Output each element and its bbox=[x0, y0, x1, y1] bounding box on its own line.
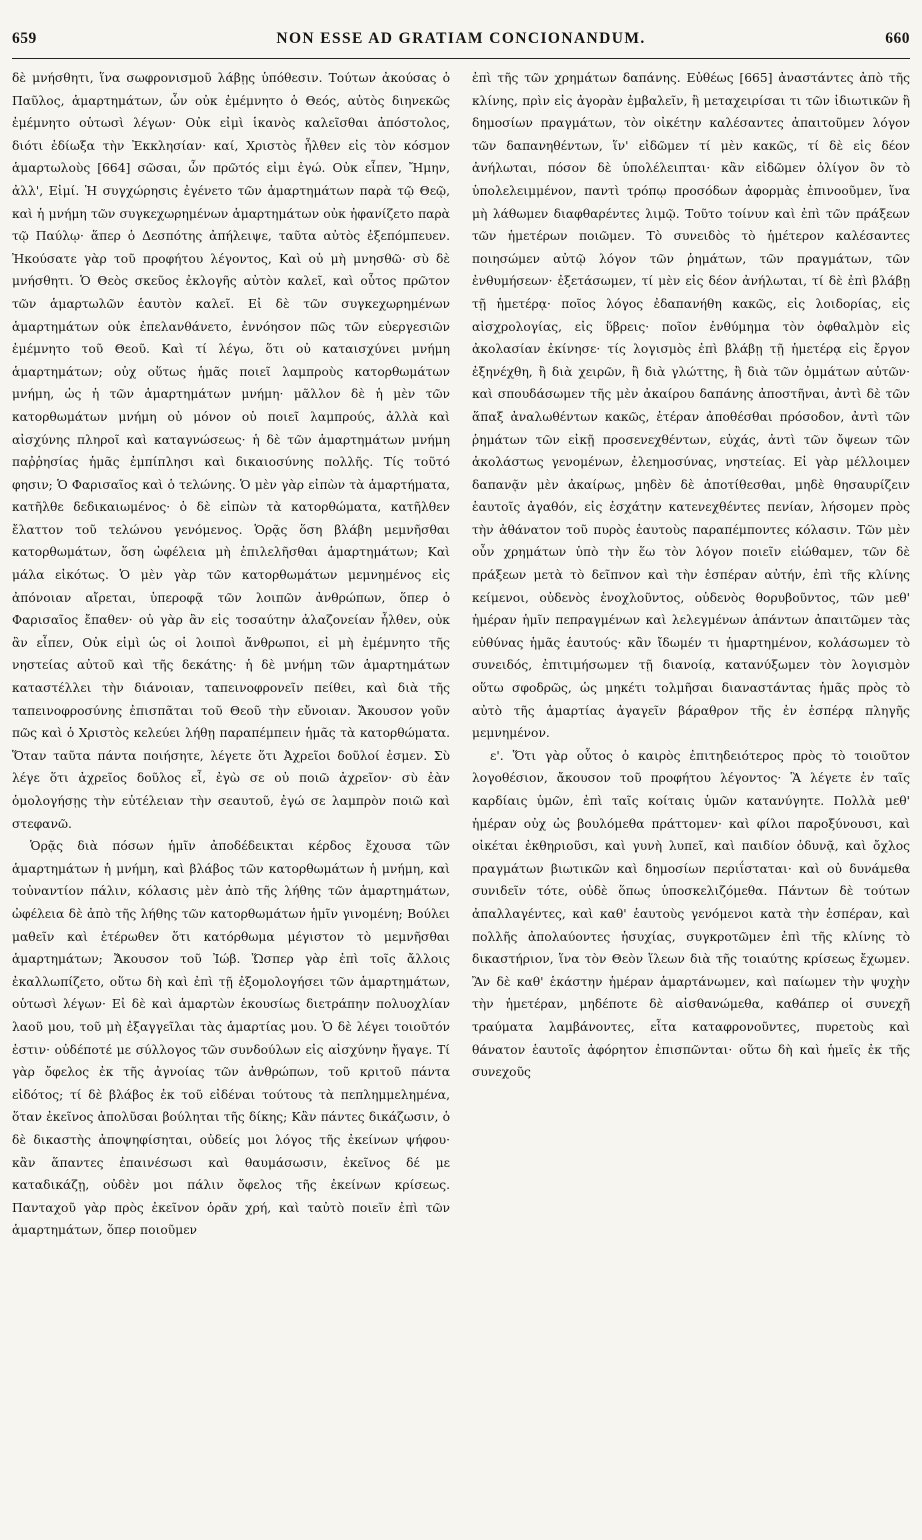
right-paragraph-1: ἐπὶ τῆς τῶν χρημάτων δαπάνης. Εὐθέως [665] ἀναστάντες ἀπὸ τῆς κλίνης, πρὶν εἰς ἀγορὰν ἐμβαλεῖν, ἢ μεταχειρίσαι τι τῶν ἰδιωτικῶν ἢ δημοσίων πραγμάτων, τὸν οἰκέτην καλέσαντες ἀπαιτοῦμεν λόγον τῶν δαπανηθέντων, ἵν' εἰδῶμεν τί μὲν κακῶς, τί δὲ εἰς δέον ἀνήλωται, πόσον δὲ ὑπολέλειπται· κἂν εἰδῶμεν ὀλίγον ὂν τὸ ὑπολελειμμένον, παντὶ τρόπῳ προσόδων ἀφορμὰς ἐπινοοῦμεν, ἵνα μὴ λάθωμεν διαφθαρέντες λιμῷ. Τοῦτο τοίνυν καὶ ἐπὶ τῶν πράξεων τῶν ἡμετέρων ποιῶμεν. Τὸ συνειδὸς τὸ ἡμέτερον καλέσαντες ποιησώμεν αὐτῷ λόγον τῶν ῥημάτων, τῶν πραγμάτων, τῶν ἐνθυμήσεων· ἐξετάσωμεν, τί μὲν εἰς δέον ἀνήλωται, τί δὲ ἐπὶ βλάβῃ τῇ ἡμετέρᾳ· ποῖος λόγος ἐδαπανήθη κακῶς, εἰς λοιδορίας, εἰς αἰσχρολογίας, εἰς ὕβρεις· ποῖον ἐνθύμημα τὸν ὀφθαλμὸν εἰς ἀκολασίαν ἐκίνησε· τίς λογισμὸς ἐπὶ βλάβῃ τῇ ἡμετέρᾳ εἰς ἔργον ἐξηνέχθη, ἢ διὰ χειρῶν, ἢ διὰ γλώττης, ἢ διὰ τῶν ὀμμάτων αὐτῶν· καὶ σπουδάσωμεν τῆς μὲν ἀκαίρου δαπάνης ἀποστῆναι, ἀντὶ δὲ τῶν ἅπαξ ἀναλωθέντων κακῶς, ἑτέραν ἀποθέσθαι πρόσοδον, ἀντὶ τῶν ῥημάτων τῶν εἰκῇ προσενεχθέντων, εὐχάς, ἀντὶ τῶν ὄψεων τῶν ἀκολάστως γενομένων, ἐλεημοσύνας, νηστείας. Εἰ γὰρ μέλλοιμεν δαπανᾷν μὲν ἀκαίρως, μηδὲν δὲ ἀποτίθεσθαι, μηδὲ θησαυρίζειν ἑαυτοῖς ἀγαθόν, εἰς ἐσχάτην κατενεχθέντες πενίαν, λήσομεν πρὸς τὴν ἀθάνατον τοῦ πυρὸς ἑαυτοὺς παραπέμποντες κόλασιν. Τῶν μὲν οὖν χρημάτων ὑπὸ τὴν ἕω τὸν λόγον ποιεῖν εἰώθαμεν, τῶν δὲ πράξεων μετὰ τὸ δεῖπνον καὶ τὴν ἑσπέραν αὐτήν, ἐπὶ τῆς κλίνης κείμενοι, οὐδενὸς ἐνοχλοῦντος, οὐδενὸς θορυβοῦντος, τῶν μεθ' ἡμέραν ἡμῖν πεπραγμένων καὶ λελεγμένων ἁπάντων ἀπαιτῶμεν τὰς εὐθύνας ἡμᾶς ἑαυτούς· κἂν ἴδωμέν τι ἡμαρτημένον, κολάσωμεν τὸ συνειδός, ἐπιτιμήσωμεν τῇ διανοίᾳ, κατανύξωμεν τὸν λογισμὸν οὕτω σφοδρῶς, ὡς μηκέτι τολμῆσαι διαναστάντας ἡμᾶς πρὸς τὸ αὐτὸ τῆς ἁμαρτίας ἀγαγεῖν βάραθρον τῆς ἐν ἑσπέρᾳ πληγῆς μεμνημένον. bbox=[472, 71, 910, 741]
left-paragraph-1: δὲ μνήσθητι, ἵνα σωφρονισμοῦ λάβῃς ὑπόθεσιν. Τούτων ἀκούσας ὁ Παῦλος, ἁμαρτημάτων, ὧν οὐκ ἐμέμνητο ὁ Θεός, αὐτὸς διηνεκῶς ἐμέμνητο οὑτωσὶ λέγων· Οὐκ εἰμὶ ἱκανὸς καλεῖσθαι ἀπόστολος, διότι ἐδίωξα τὴν Ἐκκλησίαν· καί, Χριστὸς ἦλθεν εἰς τὸν κόσμον ἁμαρτωλοὺς [664] σῶσαι, ὧν πρῶτός εἰμι ἐγώ. Οὐκ εἶπεν, Ἤμην, ἀλλ', Εἰμί. Ἡ συγχώρησις ἐγένετο τῶν ἁμαρτημάτων παρὰ τῷ Θεῷ, καὶ ἡ μνήμη τῶν συγκεχωρημένων ἁμαρτημάτων οὐκ ἠφανίζετο παρὰ τῷ Παύλῳ· ἅπερ ὁ Δεσπότης ἀπήλειψε, ταῦτα αὐτὸς ἐξεπόμπευεν. Ἠκούσατε γὰρ τοῦ προφήτου λέγοντος, Καὶ οὐ μὴ μνησθῶ· σὺ δὲ μνήσθητι. Ὁ Θεὸς σκεῦος ἐκλογῆς αὐτὸν καλεῖ, καὶ οὗτος πρῶτον τῶν ἁμαρτωλῶν ἑαυτὸν καλεῖ. Εἰ δὲ τῶν συγκεχωρημένων ἁμαρτημάτων οὐκ ἐπελανθάνετο, ἐννόησον πῶς τῶν εὐεργεσιῶν ἐμέμνητο τοῦ Θεοῦ. Καὶ τί λέγω, ὅτι οὐ καταισχύνει μνήμη ἁμαρτημάτων; οὐχ οὕτως ἡμᾶς ποιεῖ λαμπροὺς κατορθωμάτων μνήμη, ὡς ἡ τῶν ἁμαρτημάτων μνήμη· μᾶλλον δὲ ἡ μὲν τῶν κατορθωμάτων μνήμη οὐ μόνον οὐ ποιεῖ λαμπρούς, ἀλλὰ καὶ αἰσχύνης πληροῖ καὶ καταγνώσεως· ἡ δὲ τῶν ἁμαρτημάτων μνήμη παῤῥησίας ἡμᾶς ἐμπίπλησι καὶ δικαιοσύνης πολλῆς. Τίς τοῦτό φησιν; Ὁ Φαρισαῖος καὶ ὁ τελώνης. Ὁ μὲν γὰρ εἰπὼν τὰ ἁμαρτήματα, κατῆλθε δεδικαιωμένος· ὁ δὲ εἰπὼν τὰ κατορθώματα, κατῆλθεν ἔλαττον τοῦ τελώνου γενόμενος. Ὁρᾷς ὅση βλάβη μεμνῆσθαι κατορθωμάτων, ὅση ὠφέλεια μὴ ἐπιλελῆσθαι ἁμαρτημάτων; Καὶ μάλα εἰκότως. Ὁ μὲν γὰρ τῶν κατορθωμάτων μεμνημένος εἰς ἀπόνοιαν αἴρεται, ὑπεροφᾷ τῶν λοιπῶν ἀνθρώπων, ὅπερ ὁ Φαρισαῖος ἔπαθεν· οὐ γὰρ ἂν εἰς τοσαύτην ἀλαζονείαν ἦλθεν, οὐκ ἂν εἶπεν, Οὐκ εἰμὶ ὡς οἱ λοιποὶ ἄνθρωποι, εἰ μὴ ἐμέμνητο τῆς νηστείας αὐτοῦ καὶ τῆς δεκάτης· ἡ δὲ μνήμη τῶν ἁμαρτημάτων καταστέλλει τὴν διάνοιαν, ταπεινοφρονεῖν πείθει, καὶ διὰ τῆς ταπεινοφροσύνης ἐπισπᾶται τοῦ Θεοῦ τὴν εὔνοιαν. Ἄκουσον γοῦν πῶς καὶ ὁ Χριστὸς κελεύει λήθῃ παραπέμπειν ἡμᾶς τὰ κατορθώματα. Ὅταν ταῦτα πάντα ποιήσητε, λέγετε ὅτι Ἀχρεῖοι δοῦλοί ἐσμεν. Σὺ λέγε ὅτι ἀχρεῖος δοῦλος εἶ, ἐγὼ σε οὐ ποιῶ ἀχρεῖον· σὺ ἐὰν ὁμολογήσῃς τὴν εὐτέλειαν τὴν σεαυτοῦ, ἐγώ σε λαμπρὸν ποιῶ καὶ στεφανῶ. bbox=[12, 71, 450, 831]
text-columns bbox=[12, 67, 910, 1242]
left-paragraph-2: Ὁρᾷς διὰ πόσων ἡμῖν ἀποδέδεικται κέρδος ἔχουσα τῶν ἁμαρτημάτων ἡ μνήμη, καὶ βλάβος τῶν κατορθωμάτων ἡ μνήμη, καὶ τοὐναντίον πάλιν, κόλασις μὲν ἀπὸ τῆς λήθης τῶν ἁμαρτημάτων, ὠφέλεια δὲ ἀπὸ τῆς λήθης τῶν κατορθωμάτων ἡμῖν γινομένη; Βούλει μαθεῖν καὶ ἑτέρωθεν ὅτι κατόρθωμα μέγιστον τὸ μεμνῆσθαι ἁμαρτημάτων; Ἄκουσον τοῦ Ἰώβ. Ὥσπερ γὰρ ἐπὶ τοῖς ἄλλοις ἐκαλλωπίζετο, οὕτω δὴ καὶ ἐπὶ τῇ ἐξομολογήσει τῶν ἁμαρτημάτων, οὑτωσὶ λέγων· Εἰ δὲ καὶ ἁμαρτὼν ἑκουσίως διετράπην πολυοχλίαν λαοῦ μου, τοῦ μὴ ἐξαγγεῖλαι τὰς ἁμαρτίας μου. Ὁ δὲ λέγει τοιοῦτόν ἐστιν· οὐδέποτέ με σύλλογος τῶν συνδούλων εἰς αἰσχύνην ἤγαγε. Τί γὰρ ὄφελος ἐκ τῆς ἀγνοίας τῶν ἀνθρώπων, τοῦ κριτοῦ πάντα εἰδότος; τί δὲ βλάβος ἐκ τοῦ εἰδέναι τούτους τὰ πεπλημμελημένα, ὅταν ἐκεῖνος ἀπολῦσαι βούληται τῆς δίκης; Κἂν πάντες δικάζωσιν, ὁ δὲ δικαστὴς ἀποψηφίσηται, οὐδείς μοι λόγος τῆς ἐκείνων ψήφου· κἂν ἅπαντες ἐπαινέσωσι καὶ θαυμάσωσιν, ἐκεῖνος δέ με καταδικάζῃ, οὐδὲν μοι πάλιν ὄφελος τῆς ἐκείνων κρίσεως. Πανταχοῦ γὰρ πρὸς ἐκεῖνον ὁρᾶν χρή, καὶ ταὐτὸ ποιεῖν ἐπὶ τῶν ἁμαρτημάτων, ὅπερ ποιοῦμεν bbox=[12, 839, 450, 1238]
page-number-left: 659 bbox=[12, 30, 37, 47]
right-paragraph-2: ε'. Ὅτι γὰρ οὗτος ὁ καιρὸς ἐπιτηδειότερος πρὸς τὸ τοιοῦτον λογοθέσιον, ἄκουσον τοῦ προφήτου λέγοντος· Ἃ λέγετε ἐν ταῖς καρδίαις ὑμῶν, ἐπὶ ταῖς κοίταις ὑμῶν κατανύγητε. Πολλὰ μεθ' ἡμέραν οὐχ ὡς βουλόμεθα πράττομεν· καὶ φίλοι παροξύνουσι, καὶ οἰκέται ἐκθηριοῦσι, καὶ γυνὴ λυπεῖ, καὶ παιδίον ὀδυνᾷ, καὶ ὄχλος πραγμάτων βιωτικῶν καὶ δημοσίων περιΐσταται· καὶ οὐ δυνάμεθα συνιδεῖν τότε, οὐδὲ ὅπως ὑποσκελιζόμεθα. Πάντων δὲ τούτων ἀπαλλαγέντες, καὶ καθ' ἑαυτοὺς γενόμενοι κατὰ τὴν ἑσπέραν, καὶ πολλῆς ἀπολαύοντες ἡσυχίας, συγκροτῶμεν ἐπὶ τῆς κλίνης τὸ δικαστήριον, ἵνα τὸν Θεὸν ἵλεων διὰ τῆς τοιαύτης κρίσεως ἔχωμεν. Ἂν δὲ καθ' ἑκάστην ἡμέραν ἁμαρτάνωμεν, καὶ παίωμεν τὴν ψυχὴν τὴν ἡμετέραν, μηδέποτε δὲ αἰσθανώμεθα, καθάπερ οἱ συνεχῆ τραύματα λαμβάνοντες, εἶτα καταφρονοῦντες, πυρετοὺς καὶ θάνατον ἑαυτοῖς ἀφόρητον ἐπισπῶνται· οὕτω δὴ καὶ ἡμεῖς ἐκ τῆς συνεχοῦς bbox=[472, 748, 910, 1080]
header-rule bbox=[12, 58, 910, 59]
page-number-right: 660 bbox=[885, 30, 910, 47]
running-header bbox=[12, 30, 910, 56]
running-title: NON ESSE AD GRATIAM CONCIONANDUM. bbox=[276, 30, 646, 47]
left-column bbox=[12, 67, 450, 1242]
right-column bbox=[472, 67, 910, 1242]
